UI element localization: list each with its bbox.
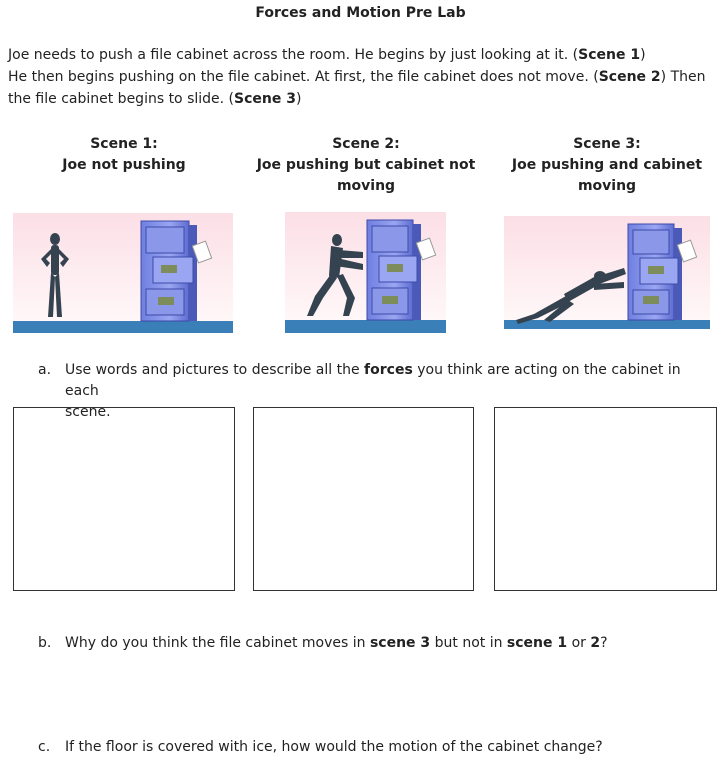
scene-3-image: [504, 216, 710, 329]
question-b: [38, 633, 718, 655]
scene-3-heading: [487, 134, 721, 197]
intro-bold: Scene 2: [598, 69, 661, 85]
scene-2-heading: [246, 134, 486, 197]
question-text: If the floor is covered with ice, how would the motion of the cabinet change?: [65, 739, 603, 755]
question-text: ?: [600, 635, 608, 651]
scene-caption: moving: [336, 178, 396, 194]
question-a: [38, 360, 718, 420]
answer-box-scene-2[interactable]: [253, 407, 474, 591]
intro-text: Joe needs to push a file cabinet across the room. He begins by just looking at it. (: [8, 47, 579, 63]
answer-box-scene-3[interactable]: [494, 407, 717, 591]
question-bold: forces: [364, 362, 413, 378]
intro-text: ) Then: [660, 69, 706, 85]
question-text: Why do you think the file cabinet moves in: [65, 635, 370, 651]
question-text: scene.: [65, 404, 111, 420]
intro-paragraph: [8, 44, 708, 110]
question-text: but not in: [430, 635, 507, 651]
intro-text: ): [640, 47, 646, 63]
scene-label: Scene 1:: [90, 136, 158, 152]
answer-box-scene-1[interactable]: [13, 407, 235, 591]
scene-label: Scene 2:: [332, 136, 400, 152]
scene-caption: Joe pushing and cabinet: [511, 157, 703, 173]
scene-label: Scene 3:: [573, 136, 641, 152]
question-letter: b.: [38, 635, 52, 651]
intro-bold: Scene 1: [578, 47, 641, 63]
intro-bold: Scene 3: [234, 91, 296, 107]
scene-2-image: [285, 212, 446, 333]
scene-caption: moving: [577, 178, 637, 194]
page-title: Forces and Motion Pre Lab: [255, 5, 466, 21]
question-text: or: [567, 635, 591, 651]
question-bold: scene 1: [506, 635, 568, 651]
scene-1-heading: [4, 134, 244, 176]
question-bold: 2: [590, 635, 601, 651]
question-text: Use words and pictures to describe all the: [65, 362, 365, 378]
question-c: [38, 737, 718, 759]
intro-text: He then begins pushing on the file cabinet. At first, the file cabinet does not move. (: [8, 69, 599, 85]
intro-text: the file cabinet begins to slide. (: [8, 91, 235, 107]
question-letter: c.: [38, 739, 51, 755]
scene-1-image: [13, 213, 233, 333]
question-text: you think are acting on the cabinet in each: [65, 362, 681, 399]
scene-caption: Joe pushing but cabinet not: [256, 157, 476, 173]
question-bold: scene 3: [369, 635, 431, 651]
question-letter: a.: [38, 362, 52, 378]
intro-text: ): [295, 91, 302, 107]
scene-caption: Joe not pushing: [62, 157, 186, 173]
